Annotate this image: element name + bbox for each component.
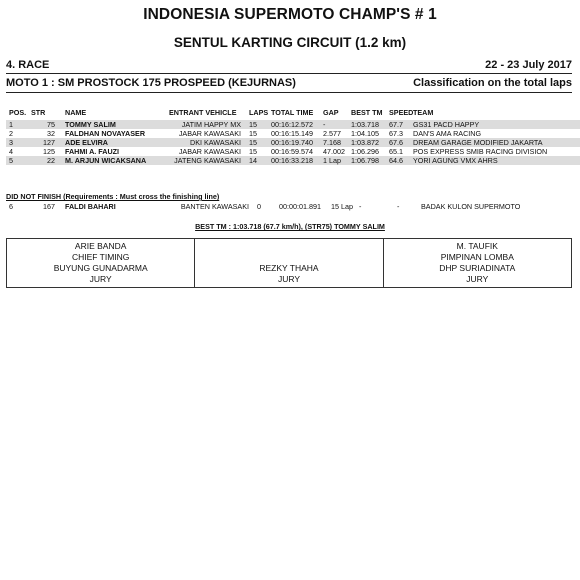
- col-name: NAME: [65, 108, 87, 117]
- signature-name: REZKY THAHA: [259, 263, 319, 273]
- cell-total-time: 00:16:12.572: [271, 120, 323, 129]
- cell-laps: 15: [249, 147, 257, 156]
- result-row: [6, 129, 580, 138]
- cell-speed: 64.6: [389, 156, 413, 165]
- cell-gap: 1 Lap: [323, 156, 351, 165]
- cell-pos: 6: [9, 202, 13, 211]
- cell-gap: -: [323, 120, 351, 129]
- cell-best: 1:06.296: [351, 147, 379, 156]
- dnf-row: [6, 202, 580, 211]
- signature-role: JURY: [89, 274, 112, 284]
- col-pos: POS.: [9, 108, 27, 117]
- cell-laps: 14: [249, 156, 271, 165]
- col-total-time: TOTAL TIME: [271, 108, 314, 117]
- cell-gap: 15 Lap: [331, 202, 353, 211]
- cell-total-time: 00:16:33.218: [271, 156, 323, 165]
- cell-name: M. ARJUN WICAKSANA: [59, 156, 169, 165]
- signature-role: CHIEF TIMING: [71, 252, 130, 262]
- cell-vehicle: JATENG KAWASAKI: [169, 156, 249, 165]
- cell-best: 1:03.718: [351, 120, 389, 129]
- event-title: INDONESIA SUPERMOTO CHAMP'S # 1: [143, 6, 437, 23]
- results-body: [6, 120, 580, 165]
- cell-vehicle: BANTEN KAWASAKI: [180, 202, 249, 211]
- cell-pos: 1: [6, 120, 31, 129]
- cell-name: TOMMY SALIM: [59, 120, 169, 129]
- cell-total-time: 00:16:59.574: [271, 147, 313, 156]
- results-header-row: [6, 106, 580, 120]
- cell-total-time: 00:16:19.740: [271, 138, 323, 147]
- cell-str: 75: [31, 120, 59, 129]
- col-laps: LAPS: [249, 108, 269, 117]
- signature-name: ARIE BANDA: [74, 241, 127, 251]
- cell-gap: 2.577: [323, 129, 341, 138]
- cell-total-time: 00:00:01.891: [279, 202, 321, 211]
- signature-left: [7, 239, 195, 288]
- result-row: [6, 138, 580, 147]
- cell-best: 1:06.798: [351, 156, 389, 165]
- cell-str: 167: [43, 202, 55, 211]
- cell-vehicle: JABAR KAWASAKI: [178, 129, 241, 138]
- signature-name: DHP SURIADINATA: [439, 263, 516, 273]
- dnf-title: DID NOT FINISH (Requirements : Must cross the finishing line): [6, 192, 220, 201]
- cell-name: FALDHAN NOVAYASER: [65, 129, 146, 138]
- col-best: BEST TM: [351, 108, 383, 117]
- col-str: STR: [31, 108, 46, 117]
- cell-team: POS EXPRESS SMIB RACING DIVISION: [413, 147, 548, 156]
- cell-laps: 15: [249, 138, 271, 147]
- cell-speed: -: [397, 202, 400, 211]
- signature-role: JURY: [277, 274, 300, 284]
- col-team: TEAM: [413, 108, 434, 117]
- cell-best: -: [359, 202, 362, 211]
- cell-best: 1:03.872: [351, 138, 389, 147]
- cell-speed: 67.7: [389, 120, 413, 129]
- cell-name: FALDI BAHARI: [65, 202, 116, 211]
- signature-role: PIMPINAN LOMBA: [440, 252, 514, 262]
- header-divider-2: [6, 92, 572, 93]
- cell-vehicle: JATIM HAPPY MX: [169, 120, 249, 129]
- cell-pos: 2: [9, 129, 13, 138]
- classification-label: Classification on the total laps: [413, 77, 572, 89]
- cell-str: 125: [43, 147, 55, 156]
- signature-name: M. TAUFIK: [456, 241, 498, 251]
- cell-laps: 15: [249, 120, 271, 129]
- signature-right: [383, 239, 571, 288]
- cell-vehicle: JABAR KAWASAKI: [178, 147, 241, 156]
- cell-str: 32: [47, 129, 55, 138]
- result-row: [6, 120, 580, 129]
- cell-pos: 3: [6, 138, 31, 147]
- col-vehicle: ENTRANT VEHICLE: [169, 108, 237, 117]
- results-table: [6, 106, 580, 165]
- dnf-table: [6, 202, 580, 211]
- cell-pos: 4: [9, 147, 13, 156]
- cell-pos: 5: [6, 156, 31, 165]
- cell-best: 1:04.105: [351, 129, 379, 138]
- cell-team: YORI AGUNG VMX AHRS: [413, 156, 580, 165]
- cell-speed: 67.3: [389, 129, 403, 138]
- col-gap: GAP: [323, 108, 339, 117]
- dnf-body: [6, 202, 580, 211]
- result-row: [6, 156, 580, 165]
- circuit-title: SENTUL KARTING CIRCUIT (1.2 km): [173, 35, 407, 50]
- race-date: 22 - 23 July 2017: [485, 59, 572, 71]
- class-label: MOTO 1 : SM PROSTOCK 175 PROSPEED (KEJURNAS): [6, 77, 296, 89]
- cell-name: FAHMI A. FAUZI: [65, 147, 120, 156]
- cell-team: DREAM GARAGE MODIFIED JAKARTA: [413, 138, 580, 147]
- signature-name: BUYUNG GUNADARMA: [53, 263, 148, 273]
- cell-gap: 7.168: [323, 138, 351, 147]
- cell-laps: 15: [249, 129, 257, 138]
- signature-role: JURY: [466, 274, 489, 284]
- signature-table: [6, 238, 572, 288]
- signature-middle: [195, 239, 383, 288]
- cell-team: BADAK KULON SUPERMOTO: [421, 202, 521, 211]
- race-label: 4. RACE: [6, 59, 50, 71]
- cell-team: DAN'S AMA RACING: [413, 129, 482, 138]
- header-divider: [6, 73, 572, 74]
- result-row: [6, 147, 580, 156]
- cell-team: GS31 PACD HAPPY: [413, 120, 580, 129]
- cell-speed: 65.1: [389, 147, 403, 156]
- best-lap-line: BEST TM : 1:03.718 (67.7 km/h), (STR75) TOMMY SALIM: [195, 222, 385, 231]
- cell-name: ADE ELVIRA: [59, 138, 169, 147]
- cell-gap: 47.002: [323, 147, 345, 156]
- cell-laps: 0: [257, 202, 261, 211]
- cell-str: 22: [31, 156, 59, 165]
- cell-total-time: 00:16:15.149: [271, 129, 313, 138]
- cell-vehicle: DKI KAWASAKI: [169, 138, 249, 147]
- col-speed: SPEED: [389, 108, 413, 117]
- cell-str: 127: [31, 138, 59, 147]
- cell-speed: 67.6: [389, 138, 413, 147]
